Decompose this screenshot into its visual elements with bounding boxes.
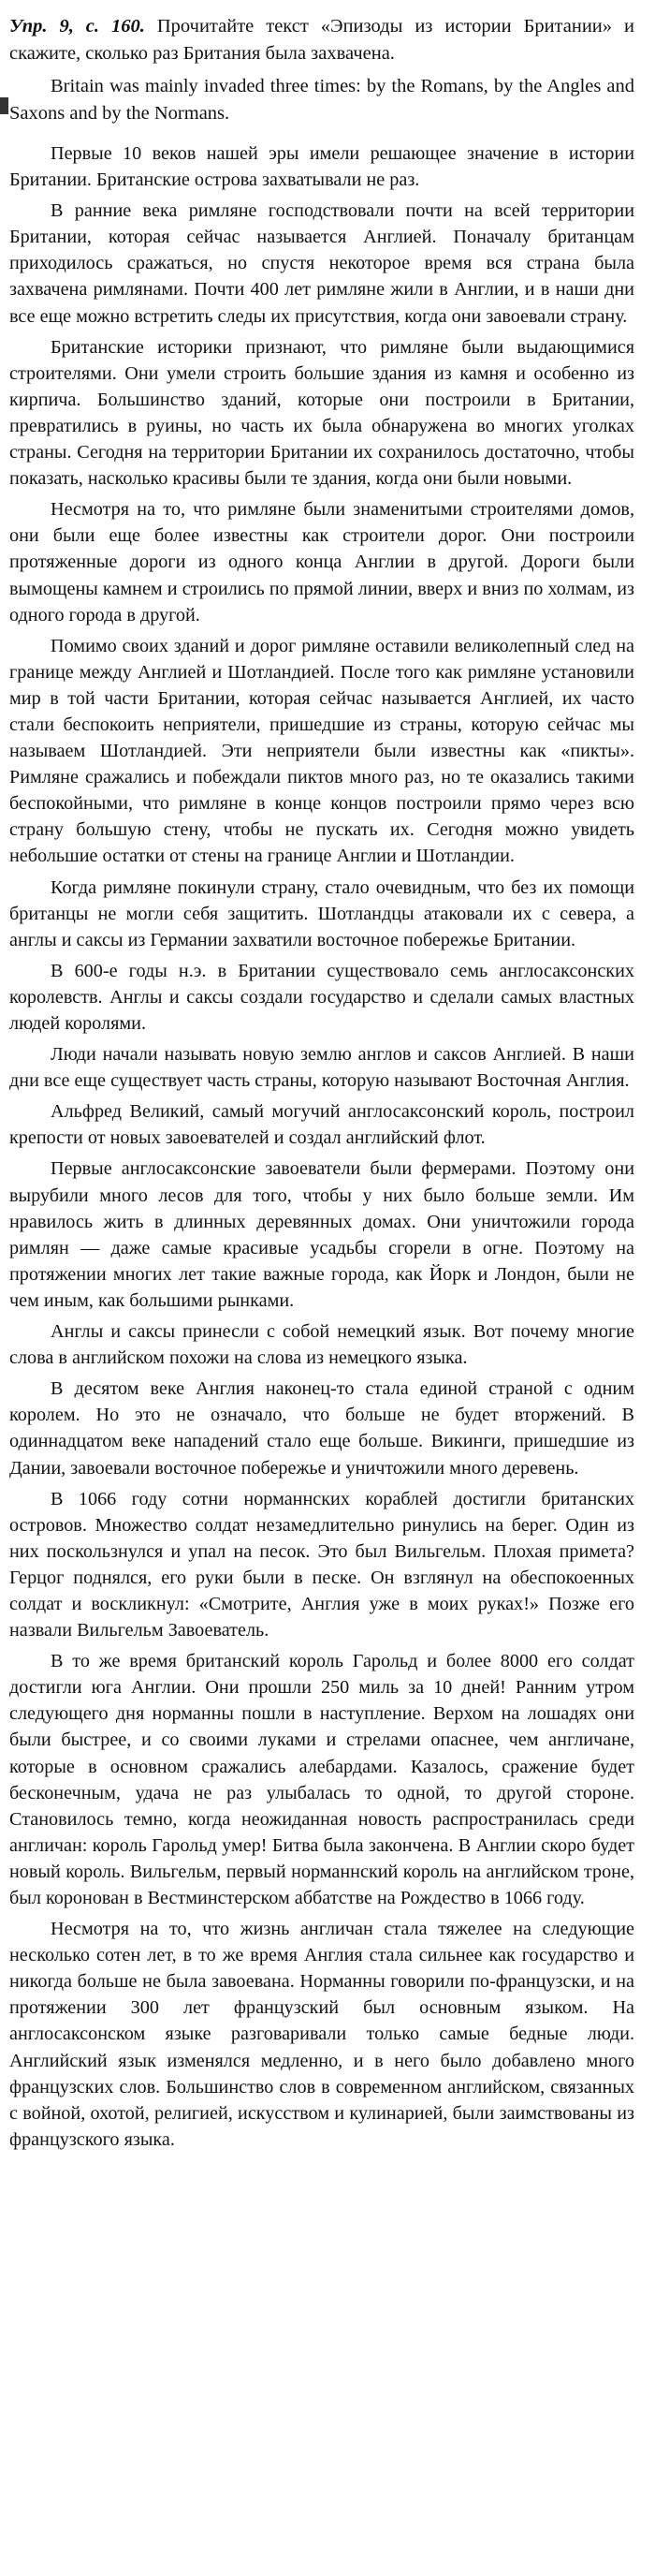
paragraph: В десятом веке Англия наконец-то стала единой страной с одним королем. Но это не означало, что больше не будет вторжений. В одиннадцатом веке нападений стало еще больше. Викинги, пришедшие из Дании, завоевали восточное побережье и уничтожили много деревень. [9,1378,634,1479]
paragraph: В 1066 году сотни норманнских кораблей достигли британских островов. Множество солдат незамедлительно ринулись на берег. Один из них поскользнулся и упал на песок. Это был Вильгельм. Плохая примета? Герцог поднялся, его руки были в песке. Он взглянул на обеспокоенных солдат и воскликнул: «Смотрите, Англия уже в моих руках!» Позже его назвали Вильгельм Завоеватель. [9,1488,634,1641]
paragraph: В то же время британский король Гарольд и более 8000 его солдат достигли юга Англии. Они прошли 250 миль за 10 дней! Ранним утром следующего дня норманны пошли в наступление. Верхом на лошадях они были быстрее, и со своими луками и стрелами опаснее, чем англичане, которые в основном сражались алебардами. Казалось, сражение будет бесконечным, удача не раз улыбалась то одной, то другой стороне. Становилось темно, когда неожиданная новость распространилась среди англичан: король Гарольд умер! Битва была закончена. В Англии скоро будет новый король. Вильгельм, первый норманнский король на английском троне, был коронован в Вестминстерском аббатстве на Рождество в 1066 году. [9,1651,634,1908]
english-answer: Britain was mainly invaded three times: by the Romans, by the Angles and Saxons and by the Normans. [9,76,634,124]
paragraph: В 600-е годы н.э. в Британии существовало семь англосаксонских королевств. Англы и саксы создали государство и сделали самых властных людей королями. [9,960,634,1034]
paragraph: Англы и саксы принесли с собой немецкий язык. Вот почему многие слова в английском похожи на слова из немецкого языка. [9,1321,634,1369]
paragraph: Несмотря на то, что римляне были знаменитыми строителями домов, они были еще более известны как строители дорог. Они построили протяженные дороги из одного конца Англии в другой. Дороги были вымощены камнем и строились по прямой линии, вверх и вниз по холмам, из одного города в другой. [9,499,634,626]
paragraph: Люди начали называть новую землю англов и саксов Англией. В наши дни все еще существует часть страны, которую называют Восточная Англия. [9,1044,634,1092]
paragraph: Первые 10 веков нашей эры имели решающее значение в истории Британии. Британские острова захватывали не раз. [9,143,634,191]
paragraph: Альфред Великий, самый могучий англосаксонский король, построил крепости от новых завоевателей и создал английский флот. [9,1101,634,1149]
exercise-number: Упр. 9, с. 160. [9,16,145,37]
paragraph: Несмотря на то, что жизнь англичан стала тяжелее на следующие несколько сотен лет, в то же время Англия стала сильнее как государство и никогда больше не была завоевана. Норманны говорили по-французски, и на протяжении 300 лет французский был основным языком. На англосаксонском языке разговаривали только самые бедные люди. Английский язык изменялся медленно, и в него было добавлено много французских слов. Большинство слов в современном английском, связанных с войной, охотой, религией, искусством и кулинарией, были заимствованы из французского языка. [9,1919,634,2150]
paragraph: В ранние века римляне господствовали почти на всей территории Британии, которая сейчас называется Англией. Поначалу британцам приходилось сражаться, но спустя некоторое время вся страна была захвачена римлянами. Почти 400 лет римляне жили в Англии, и в наши дни все еще можно встретить следы их присутствия, когда они завоевали страну. [9,200,634,327]
paragraph: Когда римляне покинули страну, стало очевидным, что без их помощи британцы не могли себя защитить. Шотландцы атаковали их с севера, а англы и саксы из Германии захватили восточное побережье Британии. [9,876,634,950]
paragraph: Британские историки признают, что римляне были выдающимися строителями. Они умели строить большие здания из камня и особенно из кирпича. Большинство зданий, которые они построили в Британии, превратились в руины, но часть их была обнаружена во многих уголках страны. Сегодня на территории Британии их сохранилось достаточно, чтобы показать, насколько красивы были те здания, когда они были новыми. [9,336,634,490]
exercise-instruction: Прочитайте текст «Эпизоды из истории Британии» и скажите, сколько раз Британия была захвачена. [9,16,634,64]
margin-marker [0,97,8,114]
paragraph: Помимо своих зданий и дорог римляне оставили великолепный след на границе между Англией и Шотландией. После того как римляне установили мир в той части Британии, которая сейчас называется Англией, их часто стали беспокоить неприятели, пришедшие из страны, которую сейчас мы называем Шотландией. Эти неприятели были известны как «пикты». Римляне сражались и побеждали пиктов много раз, но те оказались такими беспокойными, что римляне в конце концов построили прямо через всю страну большую стену, чтобы не пускать их. Сегодня можно увидеть небольшие остатки от стены на границе Англии и Шотландии. [9,635,634,867]
paragraph: Первые англосаксонские завоеватели были фермерами. Поэтому они вырубили много лесов для того, чтобы у них было больше земли. Им нравилось жить в длинных деревянных домах. Они уничтожили города римлян — даже самые красивые усадьбы сгорели в огне. Поэтому на протяжении многих лет такие важные города, как Йорк и Лондон, были не чем иным, как большими рынками. [9,1158,634,1311]
exercise-heading [9,13,634,67]
